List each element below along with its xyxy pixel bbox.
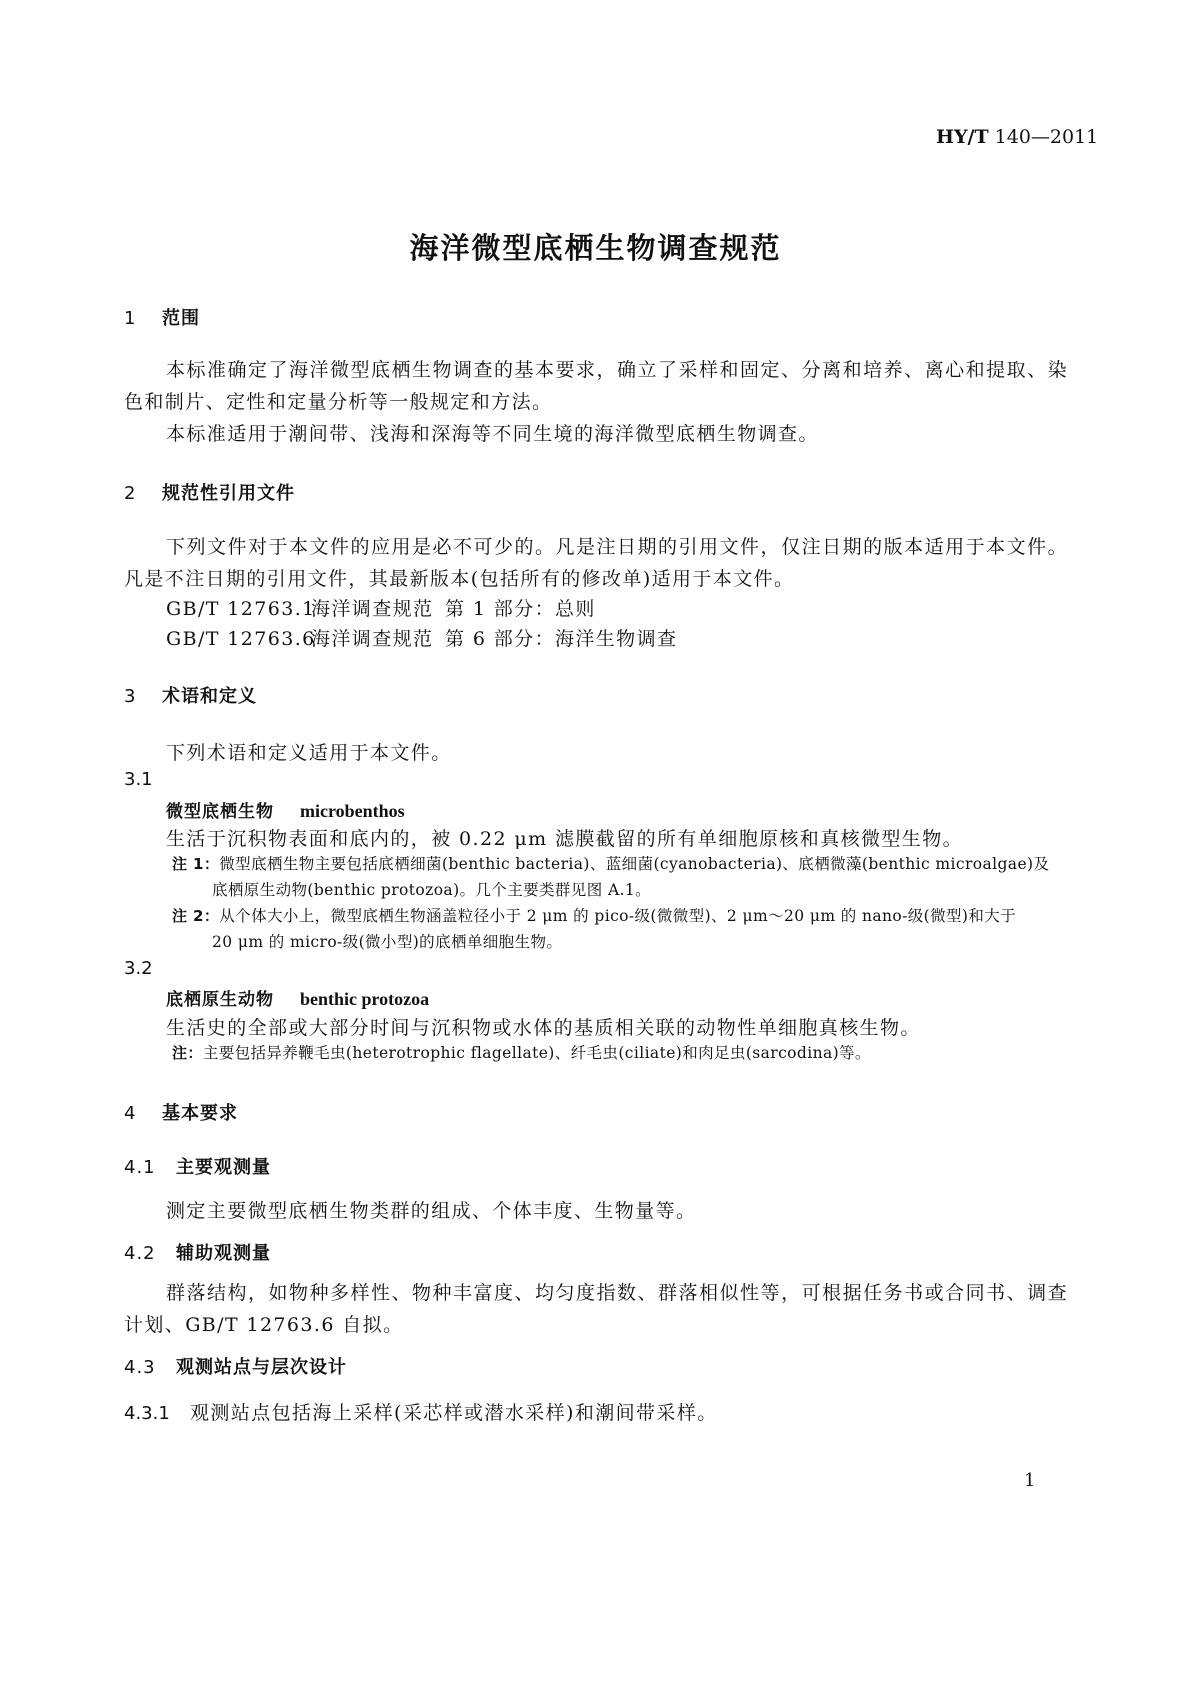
reference-title: 海洋调查规范: [311, 628, 434, 650]
standard-number: [936, 126, 1098, 148]
term-definition: 生活于沉积物表面和底内的，被 0.22 μm 滤膜截留的所有单细胞原核和真核微型生物。: [166, 828, 963, 850]
reference-code: GB/T 12763.1: [166, 598, 316, 620]
subsection-number: 4.1: [124, 1157, 156, 1178]
section-title: 规范性引用文件: [162, 483, 295, 504]
section-number: 3: [124, 686, 137, 707]
section-2-heading: [124, 479, 295, 505]
standard-code: 140—2011: [994, 126, 1099, 148]
term-note-2: [172, 903, 1062, 955]
clause-text: 观测站点包括海上采样(采芯样或潜水采样)和潮间带采样。: [190, 1402, 718, 1424]
subsection-4-1-text: 测定主要微型底栖生物类群的组成、个体丰度、生物量等。: [166, 1200, 697, 1222]
clause-4-3-1: [124, 1398, 718, 1425]
subsection-title: 辅助观测量: [176, 1243, 271, 1264]
note-line: 从个体大小上，微型底栖生物涵盖粒径小于 2 μm 的 pico-级(微微型)、2 μm～20 μm 的 nano-级(微型)和大于: [219, 907, 1017, 925]
term-heading: [166, 797, 405, 822]
term-note: [172, 1040, 1062, 1066]
note-label: 注 2：: [172, 907, 220, 925]
reference-title: 海洋调查规范: [311, 598, 434, 620]
section-2-paragraph: 下列文件对于本文件的应用是必不可少的。凡是注日期的引用文件，仅注日期的版本适用于本文件。凡是不注日期的引用文件，其最新版本(包括所有的修改单)适用于本文件。: [124, 536, 1068, 590]
document-title: 海洋微型底栖生物调查规范: [409, 231, 782, 265]
reference-code: GB/T 12763.6: [166, 628, 316, 650]
term-chinese: 底栖原生动物: [166, 990, 274, 1010]
subsection-4-3-heading: [124, 1353, 347, 1379]
reference-part: 第 6 部分：海洋生物调查: [445, 628, 678, 650]
note-line: 20 μm 的 micro-级(微小型)的底栖单细胞生物。: [212, 933, 563, 951]
term-chinese: 微型底栖生物: [166, 802, 274, 822]
term-note-1: [172, 851, 1062, 903]
term-english: microbenthos: [300, 801, 405, 821]
section-title: 范围: [162, 308, 200, 329]
section-4-heading: [124, 1099, 238, 1125]
subsection-4-2-heading: [124, 1239, 271, 1265]
note-label: 注 1：: [172, 855, 220, 873]
section-number: 2: [124, 483, 137, 504]
subsection-number: 4.3: [124, 1357, 156, 1378]
subsection-title: 观测站点与层次设计: [176, 1357, 347, 1378]
term-heading: [166, 985, 429, 1010]
note-label: 注：: [172, 1044, 203, 1062]
clause-number: 4.3.1: [124, 1403, 170, 1424]
section-3-intro: 下列术语和定义适用于本文件。: [166, 742, 452, 764]
normative-reference-2: [166, 624, 677, 651]
normative-reference-1: [166, 594, 596, 621]
note-line: 底栖原生动物(benthic protozoa)。几个主要类群见图 A.1。: [212, 881, 652, 899]
page-number: 1: [1024, 1470, 1036, 1491]
subsection-4-2-text: 群落结构，如物种多样性、物种丰富度、均匀度指数、群落相似性等，可根据任务书或合同书、调查计划、GB/T 12763.6 自拟。: [124, 1282, 1068, 1336]
subsection-4-1-heading: [124, 1153, 271, 1179]
section-title: 术语和定义: [162, 686, 257, 707]
term-definition: 生活史的全部或大部分时间与沉积物或水体的基质相关联的动物性单细胞真核生物。: [166, 1017, 921, 1039]
reference-part: 第 1 部分：总则: [445, 598, 596, 620]
term-english: benthic protozoa: [300, 989, 430, 1009]
note-line: 微型底栖生物主要包括底栖细菌(benthic bacteria)、蓝细菌(cyanobacteria)、底栖微藻(benthic microalgae)及: [219, 855, 1050, 873]
term-number: 3.1: [124, 769, 153, 790]
standard-prefix: HY/T: [936, 126, 989, 148]
section-3-heading: [124, 682, 257, 708]
section-1-heading: [124, 304, 200, 330]
section-number: 1: [124, 308, 137, 329]
section-title: 基本要求: [162, 1103, 238, 1124]
section-number: 4: [124, 1103, 137, 1124]
subsection-title: 主要观测量: [176, 1157, 271, 1178]
note-line: 主要包括异养鞭毛虫(heterotrophic flagellate)、纤毛虫(ciliate)和肉足虫(sarcodina)等。: [202, 1044, 871, 1062]
section-1-paragraph-1: 本标准确定了海洋微型底栖生物调查的基本要求，确立了采样和固定、分离和培养、离心和提取、染色和制片、定性和定量分析等一般规定和方法。: [124, 359, 1068, 413]
term-number: 3.2: [124, 958, 153, 979]
section-1-paragraph-2: 本标准适用于潮间带、浅海和深海等不同生境的海洋微型底栖生物调查。: [166, 423, 819, 445]
subsection-number: 4.2: [124, 1243, 156, 1264]
